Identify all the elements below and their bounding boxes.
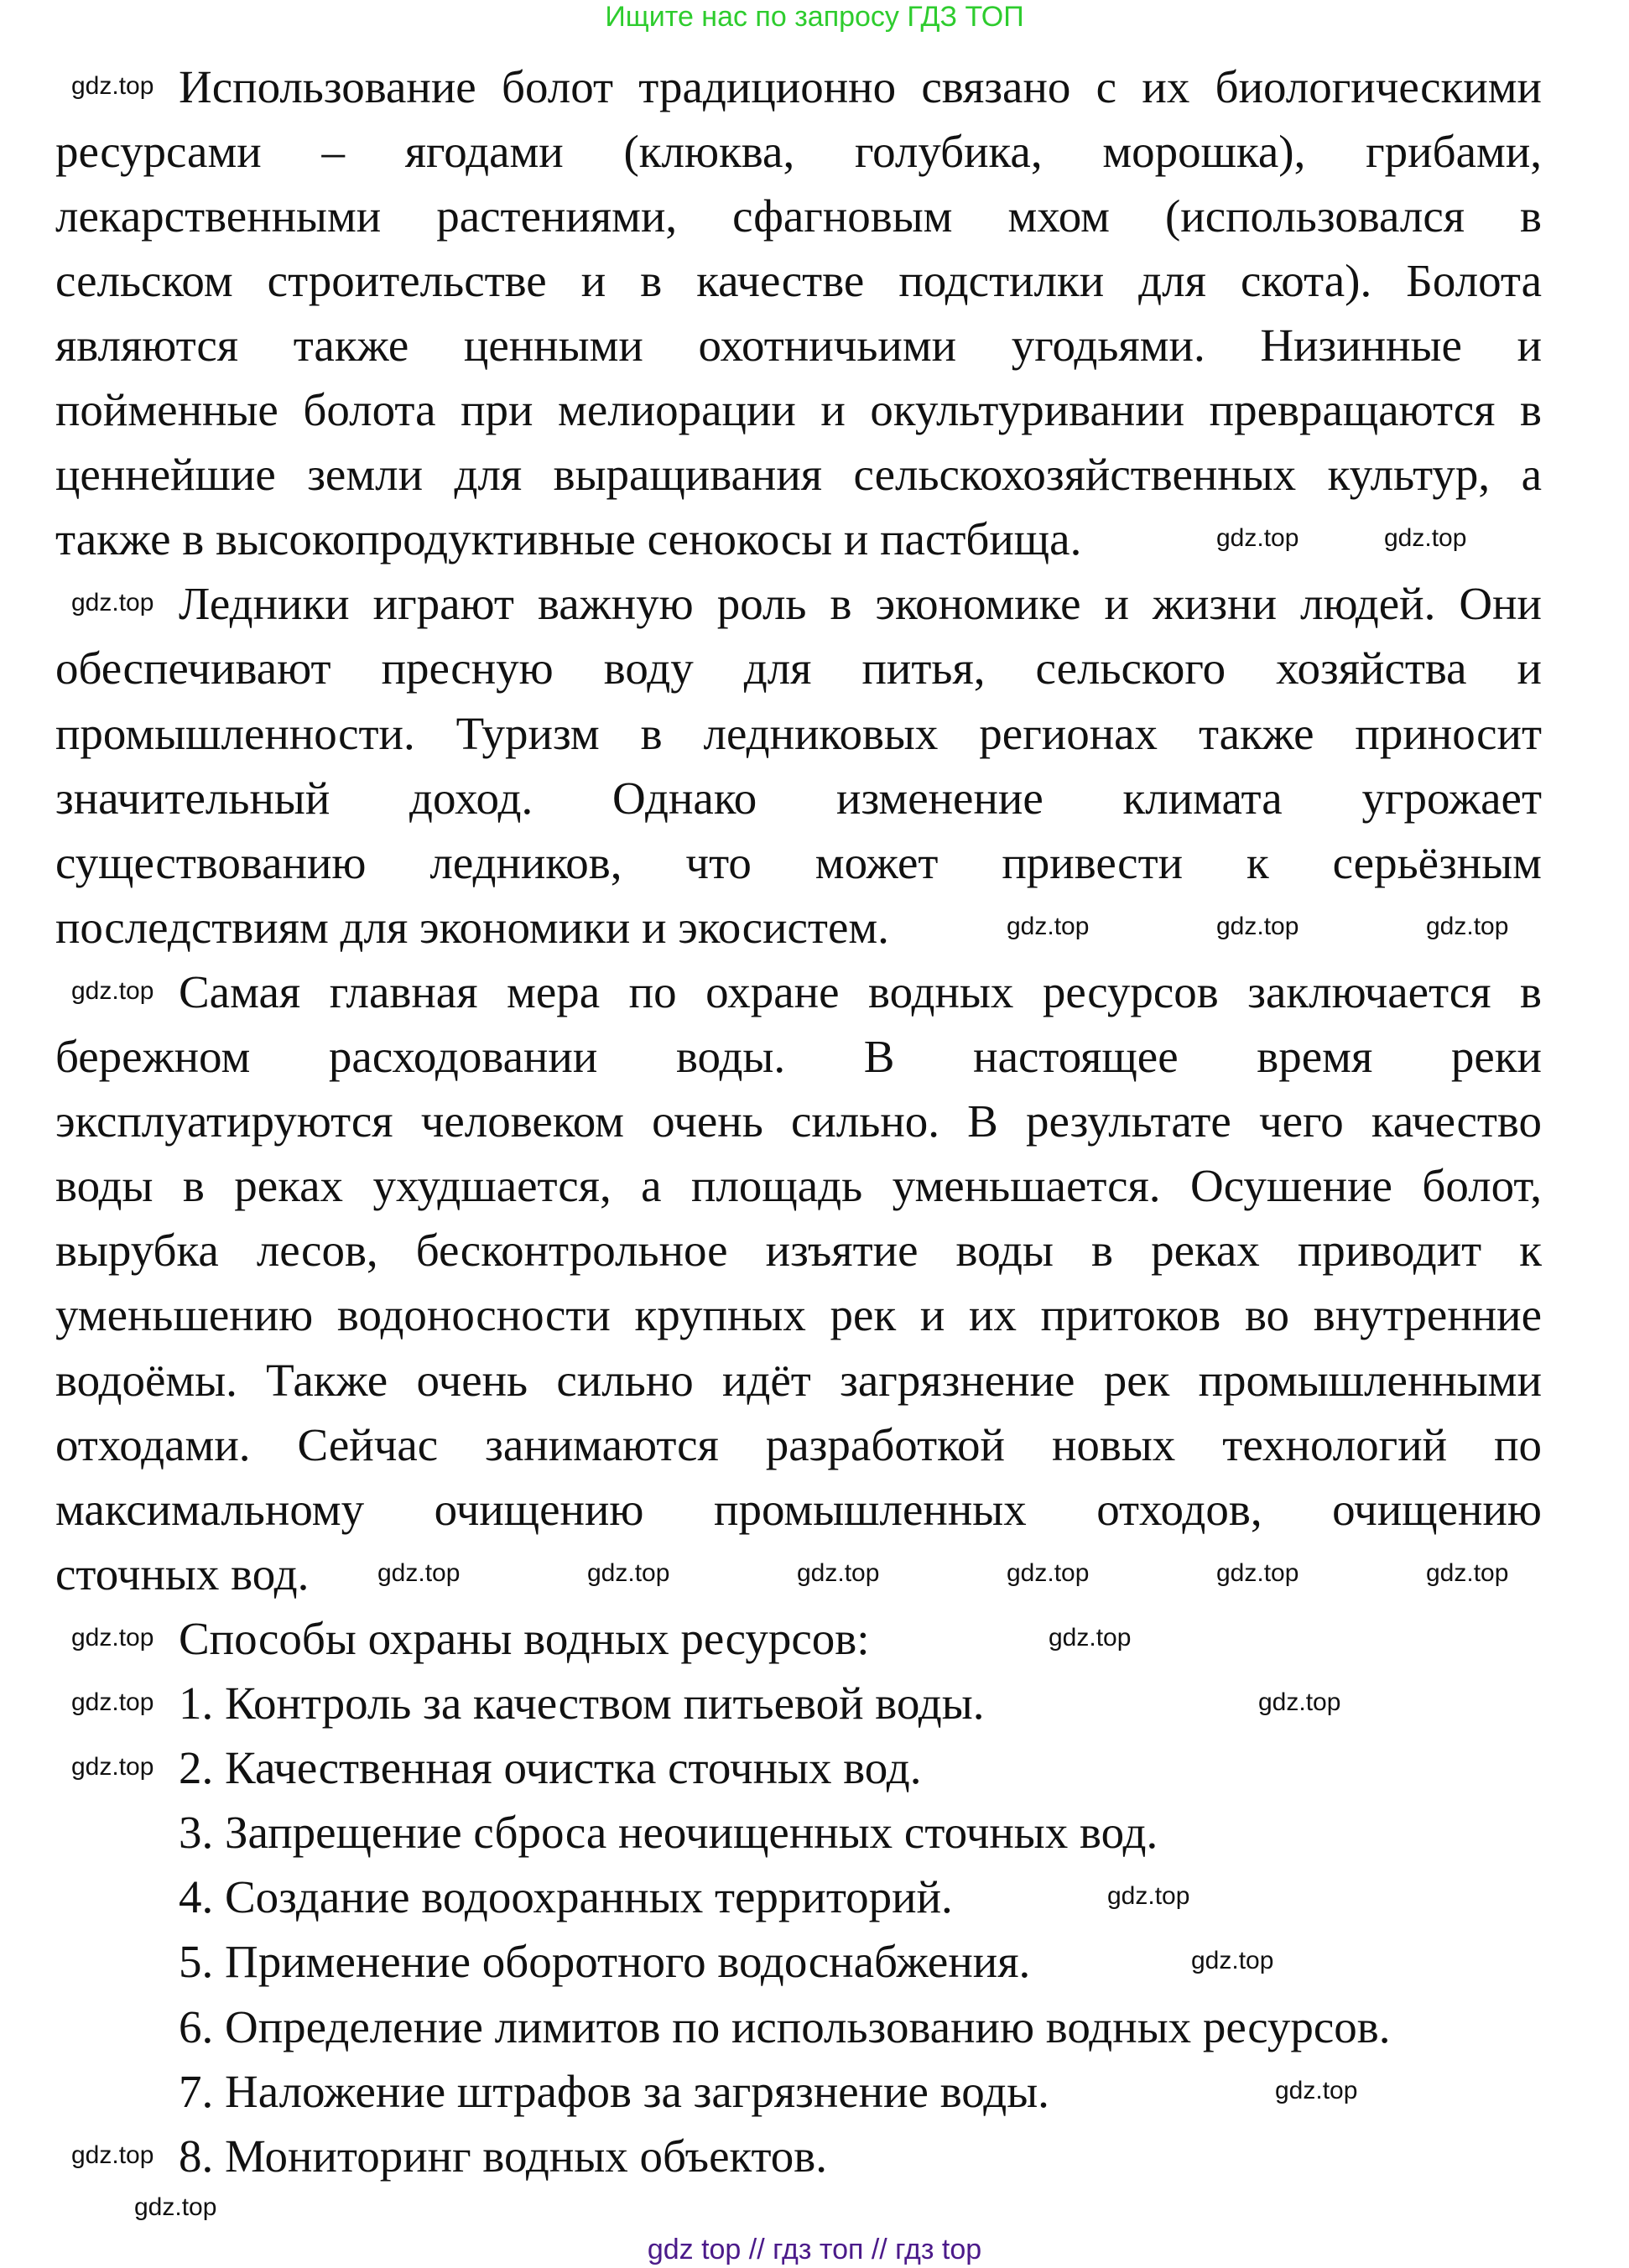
text-line: эксплуатируются человеком очень сильно. В результате чего качество <box>55 1095 1542 1147</box>
text-line: 6. Определение лимитов по использованию водных ресурсов. <box>179 2000 1391 2052</box>
footer-links[interactable]: gdz top // гдз топ // гдз top <box>647 2234 982 2265</box>
text-line: вырубка лесов, бесконтрольное изъятие воды в реках приводит к <box>55 1225 1542 1277</box>
watermark-label: gdz.top <box>134 2193 217 2221</box>
text-line: Способы охраны водных ресурсов: <box>179 1612 870 1664</box>
text-line: 4. Создание водоохранных территорий. <box>179 1871 953 1923</box>
text-line: уменьшению водоносности крупных рек и их притоков во внутренние <box>55 1289 1542 1341</box>
watermark-label: gdz.top <box>587 1558 670 1587</box>
text-line: 8. Мониторинг водных объектов. <box>179 2130 828 2182</box>
watermark-label: gdz.top <box>1216 524 1299 553</box>
text-line: ресурсами – ягодами (клюква, голубика, морошка), грибами, <box>55 125 1542 177</box>
text-line: максимальному очищению промышленных отходов, очищению <box>55 1483 1542 1535</box>
text-line: воды в реках ухудшается, а площадь уменьшается. Осушение болот, <box>55 1160 1542 1212</box>
watermark-label: gdz.top <box>71 1623 154 1652</box>
watermark-label: gdz.top <box>1107 1882 1190 1911</box>
watermark-label: gdz.top <box>1191 1947 1274 1975</box>
watermark-label: gdz.top <box>377 1558 461 1587</box>
watermark-label: gdz.top <box>71 1753 154 1782</box>
text-line: лекарственными растениями, сфагновым мхом (использовался в <box>55 190 1542 242</box>
text-line: 5. Применение оборотного водоснабжения. <box>179 1936 1031 1988</box>
search-hint-banner[interactable]: Ищите нас по запросу ГДЗ ТОП <box>605 1 1024 33</box>
text-line: ценнейшие земли для выращивания сельскохозяйственных культур, а <box>55 449 1542 501</box>
text-line: существованию ледников, что может привести к серьёзным <box>55 836 1542 888</box>
text-line: 2. Качественная очистка сточных вод. <box>179 1742 922 1794</box>
text-line: также в высокопродуктивные сенокосы и пастбища. <box>55 513 1082 565</box>
text-line: Самая главная мера по охране водных ресурсов заключается в <box>179 965 1542 1017</box>
watermark-label: gdz.top <box>1049 1623 1132 1652</box>
text-line: значительный доход. Однако изменение климата угрожает <box>55 772 1542 824</box>
text-line: обеспечивают пресную воду для питья, сельского хозяйства и <box>55 642 1542 694</box>
watermark-label: gdz.top <box>1007 912 1090 940</box>
watermark-label: gdz.top <box>71 1688 154 1716</box>
watermark-label: gdz.top <box>71 589 154 617</box>
text-line: Ледники играют важную роль в экономике и жизни людей. Они <box>179 578 1542 630</box>
text-line: являются также ценными охотничьими угодьями. Низинные и <box>55 319 1542 371</box>
watermark-label: gdz.top <box>797 1558 880 1587</box>
watermark-label: gdz.top <box>71 976 154 1005</box>
text-line: последствиям для экономики и экосистем. <box>55 901 889 953</box>
watermark-label: gdz.top <box>1384 524 1467 553</box>
text-line: водоёмы. Также очень сильно идёт загрязнение рек промышленными <box>55 1354 1542 1406</box>
watermark-label: gdz.top <box>1216 912 1299 940</box>
text-line: 7. Наложение штрафов за загрязнение воды. <box>179 2065 1049 2117</box>
text-line: 3. Запрещение сброса неочищенных сточных вод. <box>179 1807 1158 1859</box>
text-line: бережном расходовании воды. В настоящее время реки <box>55 1031 1542 1082</box>
watermark-label: gdz.top <box>71 2141 154 2169</box>
watermark-label: gdz.top <box>1258 1688 1341 1716</box>
watermark-label: gdz.top <box>1426 912 1509 940</box>
watermark-label: gdz.top <box>1007 1558 1090 1587</box>
watermark-label: gdz.top <box>71 71 154 100</box>
text-line: 1. Контроль за качеством питьевой воды. <box>179 1678 985 1729</box>
watermark-label: gdz.top <box>1426 1558 1509 1587</box>
text-line: промышленности. Туризм в ледниковых регионах также приносит <box>55 707 1542 759</box>
text-line: отходами. Сейчас занимаются разработкой новых технологий по <box>55 1418 1542 1470</box>
text-line: сточных вод. <box>55 1548 310 1600</box>
text-line: пойменные болота при мелиорации и окультуривании превращаются в <box>55 384 1542 435</box>
text-line: сельском строительстве и в качестве подстилки для скота). Болота <box>55 254 1542 306</box>
text-line: Использование болот традиционно связано с их биологическими <box>179 60 1542 112</box>
watermark-label: gdz.top <box>1216 1558 1299 1587</box>
watermark-label: gdz.top <box>1275 2076 1358 2104</box>
